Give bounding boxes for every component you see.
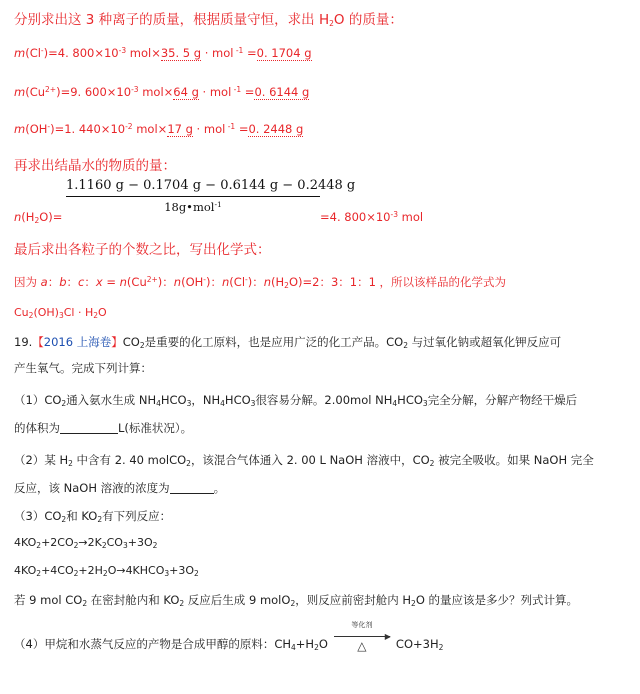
part-1 [14, 392, 577, 408]
sub: 2 [314, 643, 319, 652]
eq-part: mol [397, 210, 424, 224]
catalyst-label: 等化剂 [351, 621, 373, 629]
sup: - [40, 46, 44, 55]
part-4 [14, 621, 444, 653]
eq-oh-mass [14, 122, 303, 136]
sub: 3 [186, 399, 192, 408]
eq-part: mol× [138, 85, 174, 99]
text: ： [47, 275, 60, 289]
eq-part: · mol [201, 46, 234, 60]
eq-part: · mol [192, 122, 226, 136]
var-x: x [95, 275, 103, 289]
text: ： [66, 275, 79, 289]
bracket: 】 [111, 335, 123, 349]
bracket: 【 [32, 335, 44, 349]
text: （4）甲烷和水蒸气反应的产物是合成甲醇的原料：CH [14, 637, 291, 651]
text: CO [122, 335, 140, 349]
reaction-1 [14, 536, 157, 549]
ratio-line [14, 274, 506, 290]
sup: -1 [214, 200, 222, 209]
text: （2）某 H [14, 453, 69, 467]
water-amount-heading: 再求出结晶水的物质的量： [14, 158, 176, 174]
text: ，NH [191, 393, 221, 407]
text: O)=2：3：1：1 ，所以该样品的化学式为 [288, 275, 507, 289]
text: 的体积为 [14, 421, 60, 435]
sup: - [245, 275, 248, 284]
var-b: b [59, 275, 67, 289]
sample-formula [14, 306, 107, 319]
text: 通入氨水生成 NH [66, 393, 157, 407]
arrow-line [334, 636, 390, 637]
question-19 [14, 334, 561, 350]
text: O→4KHCO [107, 564, 165, 577]
molar-mass: 17 g [167, 122, 193, 136]
text: ，该混合气体通入 2. 00 L NaOH 溶液中，CO [190, 453, 430, 467]
text: +3O [127, 536, 153, 549]
sub: 3 [422, 399, 428, 408]
m-symbol: m [14, 122, 26, 136]
sub: 2 [97, 515, 103, 524]
text: 是重要的化工原料，也是应用广泛的化工产品。CO [144, 335, 404, 349]
sup: 2+ [45, 85, 57, 94]
eq-part: = [243, 46, 257, 60]
sub: 2 [438, 643, 444, 652]
nh2o-result [320, 210, 423, 224]
text: 与过氧化钠或超氧化钾反应可 [407, 335, 562, 349]
eq-part: mol× [132, 122, 168, 136]
part-2-line2 [14, 480, 225, 496]
text: 若 9 mol CO [14, 593, 83, 607]
text: O [98, 306, 107, 319]
text: 反应，该 NaOH 溶液的浓度为 [14, 481, 170, 495]
intro-text: 分别求出这 3 种离子的质量，根据质量守恒，求出 H [14, 12, 330, 28]
text: 被完全吸收。如果 NaOH 完全 [434, 453, 594, 467]
sub: 2 [186, 459, 191, 468]
sub: 2 [36, 541, 42, 550]
intro-text-end: O 的质量： [333, 12, 403, 28]
sup: -1 [231, 85, 242, 94]
sup: -3 [118, 46, 127, 55]
text: (OH [181, 275, 204, 289]
sub: 2 [139, 341, 145, 350]
eq-cl-mass [14, 46, 312, 60]
n-symbol: n [263, 275, 272, 289]
water-fraction [66, 178, 356, 214]
eq-part: mol× [126, 46, 161, 60]
text: CO+3H [395, 637, 439, 651]
text: ，则反应前密封舱内 H [295, 593, 412, 607]
mass-result: 0. 6144 g [254, 85, 310, 99]
part-2 [14, 452, 594, 468]
text: 和 KO [66, 509, 98, 523]
sub: 2 [290, 599, 296, 608]
sub: 2 [179, 599, 185, 608]
eq-cu-mass [14, 85, 309, 99]
text: 。 [213, 481, 226, 495]
n-symbol: n [119, 275, 127, 289]
text: 4KO [14, 564, 37, 577]
text: )： [157, 275, 174, 289]
arrowhead-icon: ▶ [384, 632, 391, 641]
text: = [102, 275, 120, 289]
text: （3）CO [14, 509, 62, 523]
text: 有下列反应： [102, 509, 172, 523]
var-c: c [78, 275, 85, 289]
eq-part: (H [21, 210, 35, 224]
sub: 2 [61, 399, 67, 408]
intro-line [14, 8, 403, 28]
text: (OH) [33, 306, 59, 319]
text: )： [247, 275, 264, 289]
text: →2K [78, 536, 102, 549]
text: 很容易分解。2.00mol NH [255, 393, 393, 407]
sup: -1 [225, 122, 236, 131]
sub: 2 [429, 459, 435, 468]
sub: 2 [73, 541, 79, 550]
sup: -3 [131, 85, 139, 94]
m-symbol: m [14, 46, 26, 60]
molar-mass: 35. 5 g [160, 46, 202, 60]
answer-blank-concentration[interactable] [170, 481, 214, 494]
heat-symbol: △ [357, 639, 367, 653]
sub: 4 [220, 399, 225, 408]
eq-part: O)= [39, 210, 63, 224]
sub: 2 [329, 19, 334, 28]
ratio-heading: 最后求出各粒子的个数之比，写出化学式： [14, 242, 271, 258]
sub: 2 [28, 311, 34, 320]
sup: - [203, 275, 206, 284]
sub: 3 [58, 311, 64, 320]
eq-part: =4. 800×10 [320, 210, 391, 224]
text: ： [84, 275, 96, 289]
answer-blank-volume[interactable] [60, 421, 118, 434]
sup: -1 [233, 46, 244, 55]
fraction-numerator: 1.1160 g − 0.1704 g − 0.6144 g − 0.2448 g [66, 178, 356, 193]
reaction-2 [14, 564, 199, 577]
text: +H [295, 637, 315, 651]
sub: 2 [403, 341, 408, 350]
eq-part: (OH [25, 122, 48, 136]
sub: 2 [284, 281, 289, 290]
text: +2H [78, 564, 103, 577]
eq-part: (Cu [25, 85, 46, 99]
mass-result: 0. 2448 g [248, 122, 304, 136]
text: 完全分解，分解产物经干燥后 [427, 393, 578, 407]
denom-text: 18g•mol [164, 200, 215, 214]
text: +4CO [41, 564, 74, 577]
eq-part: = [241, 85, 255, 99]
molar-mass: 64 g [173, 85, 199, 99]
sub: 2 [194, 569, 199, 578]
text: O 的量应该是多少？列式计算。 [415, 593, 579, 607]
text: HCO [397, 393, 423, 407]
n-symbol: n [173, 275, 182, 289]
eq-part: = [235, 122, 249, 136]
text: 中含有 2. 40 molCO [72, 453, 187, 467]
sub: 4 [156, 399, 161, 408]
sub: 2 [73, 569, 79, 578]
eq-part: )=9. 600×10 [56, 85, 132, 99]
text: O [318, 637, 328, 651]
sub: 4 [392, 399, 398, 408]
sup: -3 [390, 210, 398, 219]
text: (Cu [126, 275, 147, 289]
mass-result: 0. 1704 g [256, 46, 312, 60]
m-symbol: m [14, 85, 26, 99]
text: Cu [14, 306, 29, 319]
text: +2CO [41, 536, 74, 549]
n-symbol: n [222, 275, 230, 289]
fraction-denominator [66, 200, 320, 214]
sub: 2 [36, 569, 42, 578]
sub: 2 [61, 515, 67, 524]
sup: 2+ [146, 275, 158, 284]
text: (Cl [229, 275, 246, 289]
question-19-line2: 产生氧气。完成下列计算： [14, 361, 152, 375]
sub: 2 [152, 541, 158, 550]
source-tag-link[interactable]: 2016 上海卷 [43, 335, 112, 349]
sub: 2 [411, 599, 416, 608]
sub: 2 [68, 459, 73, 468]
eq-part: (Cl [25, 46, 41, 60]
fraction-bar [66, 196, 320, 197]
eq-part: · mol [198, 85, 232, 99]
sub: 3 [164, 569, 170, 578]
text: (H [271, 275, 285, 289]
text: +3O [169, 564, 195, 577]
sub: 2 [101, 541, 107, 550]
text: HCO [160, 393, 187, 407]
eq-part: )=4. 800×10 [43, 46, 119, 60]
text: 反应后生成 9 molO [184, 593, 291, 607]
text: 因为 [14, 275, 41, 289]
text: CO [106, 536, 123, 549]
text: （1）CO [14, 393, 62, 407]
text: )： [206, 275, 222, 289]
sub: 3 [122, 541, 128, 550]
n-symbol: n [14, 210, 22, 224]
part-3 [14, 508, 171, 524]
text: HCO [224, 393, 251, 407]
sup: -2 [125, 122, 133, 131]
var-a: a [40, 275, 48, 289]
question-number: 19. [14, 335, 33, 349]
part-3-question [14, 592, 578, 608]
text: 4KO [14, 536, 37, 549]
text: Cl · H [63, 306, 94, 319]
text: 在密封舱内和 KO [87, 593, 180, 607]
reaction-arrow [334, 621, 391, 653]
part-1-line2 [14, 420, 192, 436]
sub: 2 [34, 216, 40, 225]
eq-part: )=1. 440×10 [50, 122, 126, 136]
sub: 2 [93, 311, 99, 320]
sub: 2 [82, 599, 88, 608]
text: L(标准状况）。 [118, 421, 193, 435]
sup: - [47, 122, 51, 131]
sub: 3 [250, 399, 256, 408]
sub: 2 [102, 569, 108, 578]
nh2o-label [14, 210, 62, 224]
sub: 4 [291, 643, 296, 652]
